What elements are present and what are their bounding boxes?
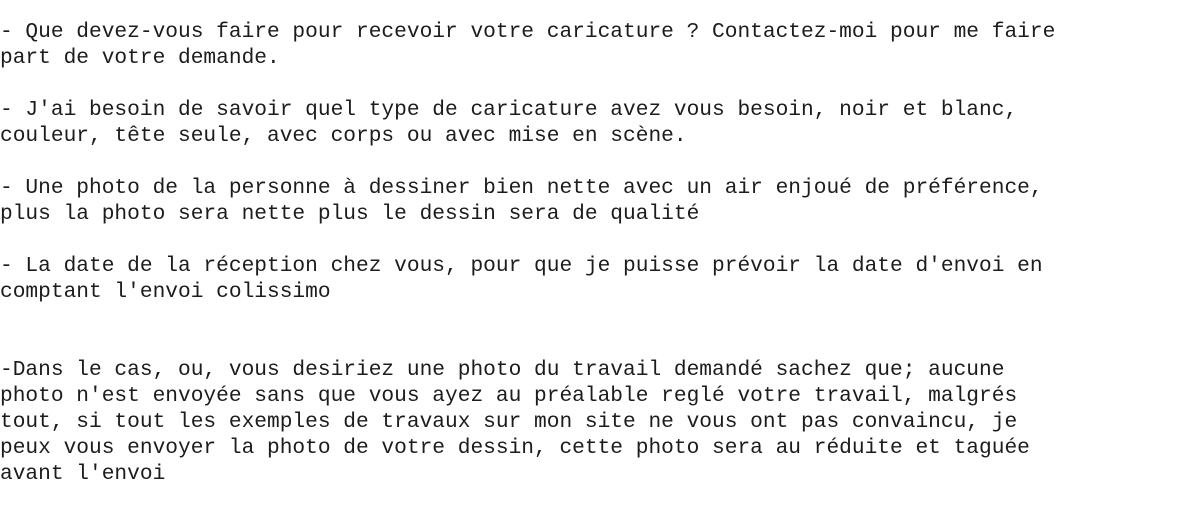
text-line: avant l'envoi xyxy=(0,462,166,486)
text-line: -Dans le cas, ou, vous desiriez une photo du travail demandé sachez que; aucune xyxy=(0,358,1005,382)
text-line: peux vous envoyer la photo de votre dessin, cette photo sera au réduite et taguée xyxy=(0,436,1030,460)
paragraph-photo-of-work xyxy=(0,357,1030,487)
text-line: part de votre demande. xyxy=(0,46,280,70)
text-line: tout, si tout les exemples de travaux sur mon site ne vous ont pas convaincu, je xyxy=(0,410,1018,434)
text-line: photo n'est envoyée sans que vous ayez au préalable reglé votre travail, malgrés xyxy=(0,384,1018,408)
paragraph-how-to-order xyxy=(0,19,1055,71)
text-line: couleur, tête seule, avec corps ou avec mise en scène. xyxy=(0,124,687,148)
paragraph-delivery-date xyxy=(0,253,1043,305)
paragraph-caricature-type xyxy=(0,97,1017,149)
text-line: - Que devez-vous faire pour recevoir votre caricature ? Contactez-moi pour me faire xyxy=(0,20,1056,44)
text-line: - J'ai besoin de savoir quel type de caricature avez vous besoin, noir et blanc, xyxy=(0,98,1018,122)
text-line: - Une photo de la personne à dessiner bien nette avec un air enjoué de préférence, xyxy=(0,176,1043,200)
paragraph-photo-requirement xyxy=(0,175,1043,227)
text-line: plus la photo sera nette plus le dessin sera de qualité xyxy=(0,202,700,226)
text-line: comptant l'envoi colissimo xyxy=(0,280,331,304)
text-line: - La date de la réception chez vous, pour que je puisse prévoir la date d'envoi en xyxy=(0,254,1043,278)
